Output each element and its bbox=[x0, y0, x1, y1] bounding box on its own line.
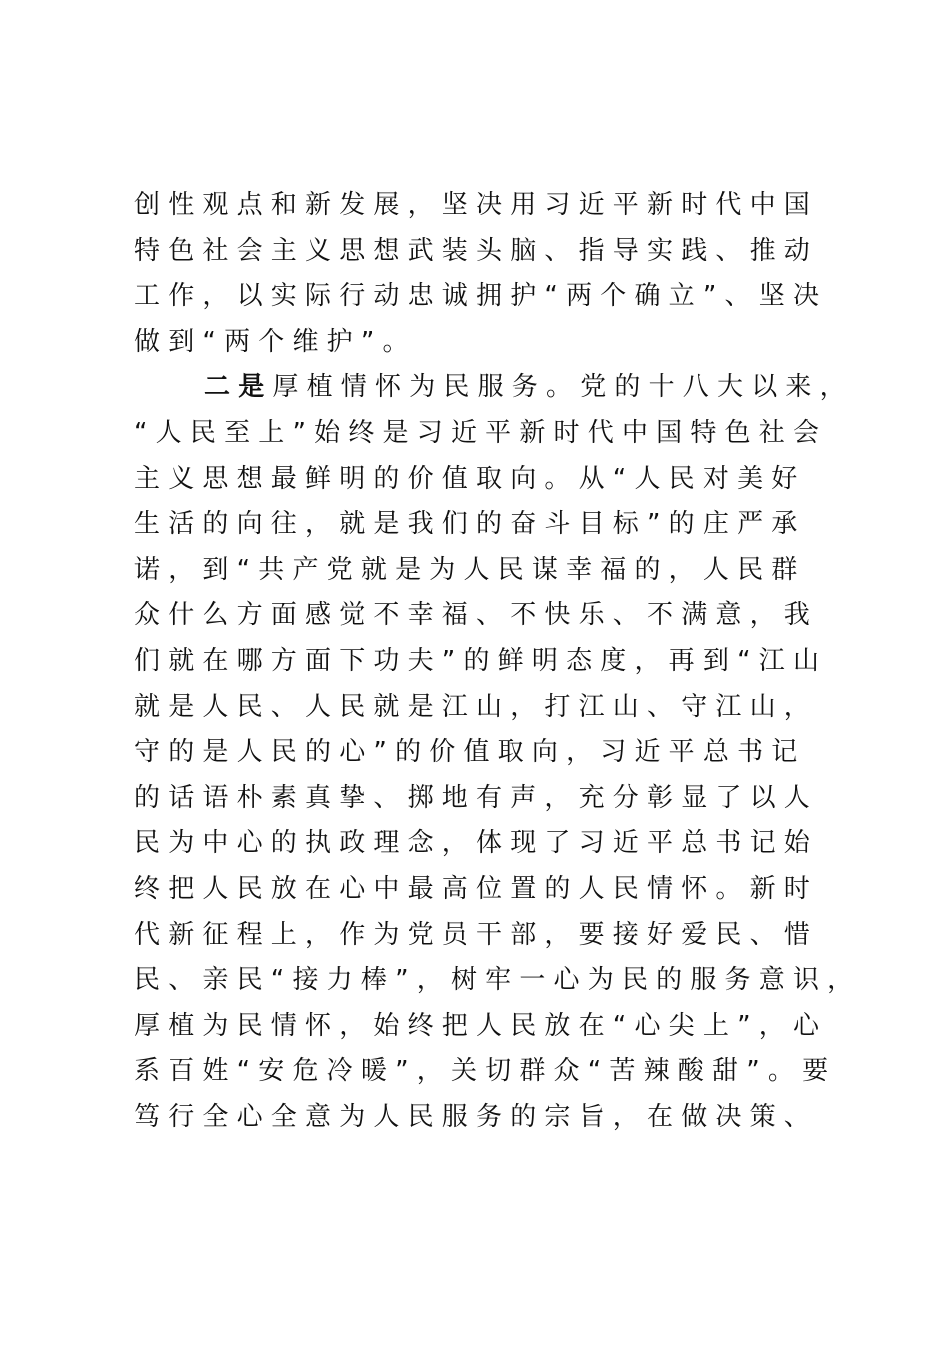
text-line: 创性观点和新发展，坚决用习近平新时代中国 bbox=[134, 190, 819, 220]
text-line: 系百姓“安危冷暖”，关切群众“苦辣酸甜”。要 bbox=[134, 1056, 837, 1087]
text-line: 就是人民、人民就是江山，打江山、守江山， bbox=[134, 691, 819, 722]
text-line: 们就在哪方面下功夫”的鲜明态度，再到“江山 bbox=[134, 645, 828, 676]
text-line: 众什么方面感觉不幸福、不快乐、不满意，我 bbox=[134, 600, 819, 631]
text-line: 笃行全心全意为人民服务的宗旨，在做决策、 bbox=[134, 1101, 819, 1132]
text-line: 工作，以实际行动忠诚拥护“两个确立”、坚决 bbox=[134, 281, 828, 312]
text-line: 生活的向往，就是我们的奋斗目标”的庄严承 bbox=[134, 509, 806, 540]
text-line: 代新征程上，作为党员干部，要接好爱民、惜 bbox=[134, 919, 819, 950]
text-line: 的话语朴素真挚、掷地有声，充分彰显了以人 bbox=[134, 782, 819, 813]
text-line: 主义思想最鲜明的价值取向。从“人民对美好 bbox=[134, 463, 806, 494]
body-text bbox=[134, 183, 862, 1140]
paragraph-1 bbox=[134, 183, 854, 365]
text-line: 特色社会主义思想武装头脑、指导实践、推动 bbox=[134, 235, 819, 266]
text-line: 守的是人民的心”的价值取向，习近平总书记 bbox=[134, 737, 806, 768]
text-line: “人民至上”始终是习近平新时代中国特色社会 bbox=[134, 417, 828, 448]
text-line: 民为中心的执政理念，体现了习近平总书记始 bbox=[134, 828, 819, 859]
paragraph-first-line bbox=[134, 365, 854, 411]
text-line: 终把人民放在心中最高位置的人民情怀。新时 bbox=[134, 873, 819, 904]
text-line: 厚植为民情怀，始终把人民放在“心尖上”，心 bbox=[134, 1010, 828, 1041]
text-line: 做到“两个维护”。 bbox=[134, 326, 417, 357]
text-line: 民、亲民“接力棒”，树牢一心为民的服务意识， bbox=[134, 965, 862, 996]
paragraph-lead: 二是 bbox=[204, 372, 273, 403]
paragraph-2 bbox=[134, 365, 862, 1140]
text-line: 诺，到“共产党就是为人民谋幸福的，人民群 bbox=[134, 554, 806, 585]
paragraph-first-line-text: 厚植情怀为民服务。党的十八大以来， bbox=[272, 372, 854, 403]
